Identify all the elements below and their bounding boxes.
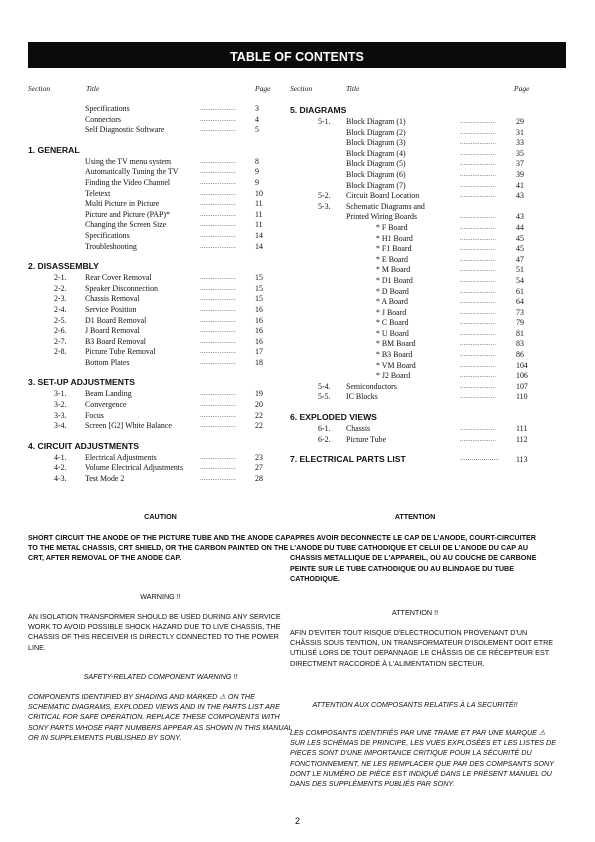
toc-entry (28, 474, 293, 485)
toc-entry (290, 297, 565, 308)
attention-safety-text: LES COMPOSANTS IDENTIFIÉS PAR UNE TRAME ET PAR UNE MARQUE ⚠ SUR LES SCHÉMAS DE PRINCIPE, LES VUES EXPLOSÉES ET LES LISTES DE PIECES SONT D'UNE IMPORTANCE CRITIQUE POUR LA SÉCURITÉ DU FONCTIONNEMENT, NE LES REMPLACER QUE PAR DES COMPSANTS SONY DONT LE NUMÉRO DE PIÈCE EST INDIQUÉ DANS LE PRÉSENT MANUEL OU DANS DES SUPPLÉMENTS PUBLIÉS PAR SONY. (290, 728, 557, 789)
leader-dots: .................... (460, 394, 496, 401)
toc-section-heading (290, 104, 565, 117)
toc-entry (28, 220, 293, 231)
section-number: 3-3. (54, 410, 67, 420)
page-ref: 8 (255, 156, 259, 166)
entry-title: Convergence (85, 400, 127, 410)
attention-text: APRES AVOIR DECONNECTE LE CAP DE L'ANODE, COURT-CIRCUITER L'ANODE DU TUBE CATHODIQUE ET CELUI DE L'ANODE DU CAP AU CHASSIS METALLIQUE DE L'APPAREIL, OU AU COUCHE DE CARBONE PEINTE SUR LE TUBE CATHODIQUE OU AU BLINDAGE DU TUBE CATHODIQUE. (290, 533, 537, 583)
attention2-heading: ATTENTION !! (391, 608, 439, 617)
toc-entry (28, 463, 293, 474)
leader-dots: .................... (460, 288, 496, 295)
section-title: 6. EXPLODED VIEWS (290, 412, 377, 423)
entry-title: * U Board (376, 328, 409, 338)
entry-title: * F Board (376, 222, 408, 232)
toc-entry (28, 125, 293, 136)
page-ref: 47 (516, 254, 524, 264)
section-number: 2-2. (54, 283, 67, 293)
entry-title: * VM Board (376, 360, 416, 370)
leader-dots: .................... (200, 158, 236, 165)
entry-title: Picture and Picture (PAP)* (85, 209, 170, 219)
section-gap (290, 403, 565, 411)
page-ref: 112 (516, 434, 528, 444)
toc-entry (28, 326, 293, 337)
entry-title: * B3 Board (376, 350, 413, 360)
leader-dots: .................... (460, 330, 496, 337)
section-title: 3. SET-UP ADJUSTMENTS (28, 377, 135, 388)
page-ref: 51 (516, 265, 524, 275)
attention2-text: AFIN D'EVITER TOUT RISQUE D'ELECTROCUTION PROVENANT D'UN CHÂSSIS SOUS TENTION, UN TRANSFORMATEUR D'ISOLEMENT DOIT ETRE UTILISÉ LORS DE TOUT DEPANNAGE LE CHÂSSIS DE CE RÉCEPTEUR EST DIRECTMENT RACCORDÉ À L'ALIMENTATION SECTEUR. (290, 628, 554, 668)
page-ref: 3 (255, 104, 259, 113)
page-ref: 11 (255, 199, 263, 209)
leader-dots: .................... (200, 106, 236, 112)
leader-dots: .................... (460, 267, 496, 274)
toc-entry (290, 308, 565, 319)
leader-dots: .................... (460, 373, 496, 380)
entry-title: Block Diagram (1) (346, 117, 406, 126)
section-title: 2. DISASSEMBLY (28, 261, 99, 272)
entry-title: Bottom Plates (85, 357, 130, 367)
section-number: 5-4. (318, 381, 331, 391)
entry-title: B3 Board Removal (85, 336, 146, 346)
section-number: 2-8. (54, 347, 67, 357)
entry-title: * A Board (376, 297, 409, 307)
page-ref: 73 (516, 307, 524, 317)
section-number: 4-3. (54, 474, 67, 484)
entry-title: Speaker Disconnection (85, 283, 158, 293)
leader-dots: .................... (460, 299, 496, 306)
page-ref: 43 (516, 191, 524, 201)
page-ref: 37 (516, 159, 524, 169)
page-ref: 15 (255, 283, 263, 293)
leader-dots: .................... (200, 349, 236, 356)
toc-entry (290, 318, 565, 329)
leader-dots: .................... (200, 211, 236, 218)
page-ref: 29 (516, 117, 524, 126)
entry-title: Block Diagram (7) (346, 180, 406, 190)
toc-entry (290, 202, 565, 213)
entry-title: Finding the Video Channel (85, 177, 171, 187)
page-ref: 104 (516, 360, 528, 370)
leader-dots: .................... (460, 456, 500, 463)
leader-dots: .................... (200, 275, 236, 282)
leader-dots: .................... (200, 243, 236, 250)
leader-dots: .................... (460, 224, 496, 231)
page-ref: 41 (516, 180, 524, 190)
leader-dots: .................... (200, 317, 236, 324)
page-ref: 61 (516, 286, 524, 296)
section-number: 5-2. (318, 191, 331, 201)
entry-title: Block Diagram (6) (346, 169, 406, 179)
leader-dots: .................... (200, 201, 236, 208)
toc-entry (290, 382, 565, 393)
header-section: Section (290, 84, 313, 93)
section-gap (290, 445, 565, 453)
page-ref: 107 (516, 381, 528, 391)
entry-title: Schematic Diagrams and (346, 201, 425, 211)
entry-title: * H1 Board (376, 233, 413, 243)
toc-entry (290, 424, 565, 435)
leader-dots: .................... (200, 222, 236, 229)
toc-section-heading (28, 144, 293, 157)
toc-entry (290, 181, 565, 192)
page-title: TABLE OF CONTENTS (28, 42, 566, 68)
leader-dots: .................... (460, 129, 496, 136)
page-ref: 86 (516, 350, 524, 360)
page-ref: 4 (255, 114, 259, 124)
page-ref: 20 (255, 400, 263, 410)
page-ref: 14 (255, 230, 263, 240)
section-number: 5-3. (318, 201, 331, 211)
leader-dots: .................... (200, 306, 236, 313)
toc-entry (28, 337, 293, 348)
leader-dots: .................... (200, 423, 236, 430)
header-section: Section (28, 84, 51, 93)
leader-dots: .................... (200, 116, 236, 123)
toc-entry (28, 305, 293, 316)
toc-section-heading (28, 260, 293, 273)
caution-heading: CAUTION (144, 512, 177, 521)
toc-entry (28, 115, 293, 126)
section-number: 6-1. (318, 424, 331, 434)
toc-entry (290, 329, 565, 340)
page-ref: 81 (516, 328, 524, 338)
leader-dots: .................... (200, 412, 236, 419)
page-ref: 9 (255, 167, 259, 177)
page-ref: 43 (516, 212, 524, 222)
toc-entry (28, 104, 293, 115)
page-ref: 22 (255, 410, 263, 420)
page-ref: 45 (516, 233, 524, 243)
toc-entry (290, 361, 565, 372)
safety-text: COMPONENTS IDENTIFIED BY SHADING AND MARKED ⚠ ON THE SCHEMATIC DIAGRAMS, EXPLODED VIEWS AND IN THE PARTS LIST ARE CRITICAL FOR SAFE OPERATION. REPLACE THESE COMPONENTS WITH SONY PARTS WHOSE PART NUMBERS APPEAR AS SHOWN IN THIS MANUAL OR IN SUPPLEMENTS PUBLISHED BY SONY. (28, 692, 293, 742)
page-ref: 10 (255, 188, 263, 198)
toc-entry (28, 273, 293, 284)
leader-dots: .................... (460, 256, 496, 263)
toc-entry (290, 117, 565, 128)
leader-dots: .................... (460, 352, 496, 359)
page-ref: 16 (255, 326, 263, 336)
toc-entry (28, 411, 293, 422)
page-number: 2 (294, 816, 300, 826)
page-ref: 27 (255, 463, 263, 473)
toc-entry (290, 350, 565, 361)
page-ref: 45 (516, 244, 524, 254)
section-title: 5. DIAGRAMS (290, 105, 347, 115)
entry-title: * C Board (376, 318, 409, 328)
entry-title: Specifications (85, 104, 130, 113)
toc-entry (28, 400, 293, 411)
section-number: 2-5. (54, 315, 67, 325)
entry-title: Block Diagram (3) (346, 138, 406, 148)
entry-title: Volume Electrical Adjustments (85, 463, 184, 473)
page-ref: 35 (516, 148, 524, 158)
page-ref: 44 (516, 222, 524, 232)
page-ref: 31 (516, 127, 524, 137)
leader-dots: .................... (460, 140, 496, 147)
toc-entry (28, 389, 293, 400)
page-ref: 39 (516, 169, 524, 179)
page-ref: 9 (255, 177, 259, 187)
leader-dots: .................... (200, 179, 236, 186)
leader-dots: .................... (200, 359, 236, 366)
leader-dots: .................... (460, 119, 496, 125)
entry-title: Service Position (85, 304, 137, 314)
entry-title: Chassis Removal (85, 294, 140, 304)
leader-dots: .................... (460, 182, 496, 189)
toc-entry (28, 178, 293, 189)
entry-title: Block Diagram (4) (346, 148, 406, 158)
leader-dots: .................... (200, 402, 236, 409)
safety-heading: SAFETY-RELATED COMPONENT WARNING !! (83, 672, 238, 681)
page-ref: 15 (255, 273, 263, 283)
page-ref: 83 (516, 339, 524, 349)
toc-entry (28, 157, 293, 168)
entry-title: IC Blocks (346, 392, 378, 402)
section-number: 5-5. (318, 392, 331, 402)
toc-entry (28, 294, 293, 305)
section-number: 2-3. (54, 294, 67, 304)
entry-title: Circuit Board Location (346, 191, 420, 201)
page-ref: 106 (516, 371, 528, 381)
toc-entry (290, 255, 565, 266)
section-gap (28, 136, 293, 144)
leader-dots: .................... (200, 169, 236, 176)
toc-section-heading (290, 411, 565, 424)
toc-entry (290, 159, 565, 170)
entry-title: * BM Board (376, 339, 416, 349)
page-ref: 28 (255, 474, 263, 484)
toc-entry (290, 191, 565, 202)
toc-entry (290, 170, 565, 181)
entry-title: * J Board (376, 307, 407, 317)
leader-dots: .................... (460, 161, 496, 168)
section-number: 3-4. (54, 421, 67, 431)
section-number: 3-1. (54, 389, 67, 399)
entry-title: Self Diagnostic Software (85, 125, 165, 135)
entry-title: Block Diagram (5) (346, 159, 406, 169)
section-title: 1. GENERAL (28, 144, 80, 155)
toc-entry (290, 435, 565, 446)
leader-dots: .................... (200, 328, 236, 335)
toc-entry (28, 210, 293, 221)
toc-entry (290, 392, 565, 403)
leader-dots: .................... (460, 309, 496, 316)
leader-dots: .................... (460, 277, 496, 284)
toc-entry (28, 316, 293, 327)
page-ref: 22 (255, 421, 263, 431)
leader-dots: .................... (460, 362, 496, 369)
leader-dots: .................... (460, 383, 496, 390)
entry-title: * E Board (376, 254, 408, 264)
attention-heading: ATTENTION (394, 512, 436, 521)
entry-title: * M Board (376, 265, 411, 275)
toc-entry (28, 199, 293, 210)
section-number: 5-1. (318, 117, 331, 126)
entry-title: Rear Cover Removal (85, 273, 152, 283)
page-ref: 17 (255, 347, 263, 357)
leader-dots: .................... (200, 296, 236, 303)
toc-entry (290, 265, 565, 276)
entry-title: * D1 Board (376, 275, 413, 285)
toc-right-column (290, 104, 565, 466)
page-ref: 64 (516, 297, 524, 307)
toc-entry (290, 128, 565, 139)
page-ref: 16 (255, 336, 263, 346)
entry-title: Electrical Adjustments (85, 452, 157, 462)
header-title: Title (86, 84, 100, 93)
page-ref: 11 (255, 209, 263, 219)
section-gap (28, 368, 293, 376)
entry-title: Semiconductors (346, 381, 397, 391)
header-page: Page (514, 84, 530, 93)
section-title: 7. ELECTRICAL PARTS LIST (290, 454, 406, 465)
toc-entry (290, 234, 565, 245)
caution-text: SHORT CIRCUIT THE ANODE OF THE PICTURE TUBE AND THE ANODE CAP TO THE METAL CHASSIS, CRT SHIELD, OR THE CARBON PAINTED ON THE CRT, AFTER REMOVAL OF THE ANODE CAP. (28, 533, 291, 563)
leader-dots: .................... (200, 465, 236, 472)
section-number: 2-4. (54, 304, 67, 314)
page-ref: 54 (516, 275, 524, 285)
entry-title: J Board Removal (85, 326, 140, 336)
toc-entry (28, 231, 293, 242)
entry-title: Automatically Tuning the TV (85, 167, 179, 177)
section-number: 3-2. (54, 400, 67, 410)
toc-entry (28, 358, 293, 369)
toc-section-heading (28, 440, 293, 453)
leader-dots: .................... (460, 341, 496, 348)
entry-title: Using the TV menu system (85, 156, 172, 166)
entry-title: Multi Picture in Picture (85, 199, 160, 209)
leader-dots: .................... (460, 436, 496, 443)
entry-title: Changing the Screen Size (85, 220, 167, 230)
page-ref: 111 (516, 424, 528, 434)
leader-dots: .................... (200, 127, 236, 134)
toc-entry (28, 284, 293, 295)
toc-entry (28, 167, 293, 178)
leader-dots: .................... (460, 426, 496, 433)
leader-dots: .................... (460, 235, 496, 242)
entry-title: Screen [G2] White Balance (85, 421, 172, 431)
leader-dots: .................... (200, 285, 236, 292)
leader-dots: .................... (200, 454, 236, 461)
page-ref: 79 (516, 318, 524, 328)
warning-text: AN ISOLATION TRANSFORMER SHOULD BE USED DURING ANY SERVICE WORK TO AVOID POSSIBLE SHOCK HAZARD DUE TO LIVE CHASSIS, THE CHASSIS OF THIS RECEIVER IS DIRECTLY CONNECTED TO THE POWER LINE. (28, 612, 281, 652)
toc-section-heading (290, 453, 565, 466)
page-ref: 113 (516, 455, 528, 465)
section-title: 4. CIRCUIT ADJUSTMENTS (28, 440, 139, 451)
leader-dots: .................... (460, 246, 496, 253)
toc-entry (290, 244, 565, 255)
toc-entry (290, 371, 565, 382)
attention-safety-heading: ATTENTION AUX COMPOSANTS RELATIFS À LA SECURITÉ!! (312, 700, 518, 709)
toc-entry (290, 287, 565, 298)
leader-dots: .................... (460, 320, 496, 327)
section-number: 6-2. (318, 434, 331, 444)
section-number: 4-2. (54, 463, 67, 473)
toc-entry (290, 339, 565, 350)
entry-title: Focus (85, 410, 104, 420)
entry-title: * J2 Board (376, 371, 411, 381)
entry-title: Chassis (346, 424, 371, 434)
toc-entry (28, 453, 293, 464)
page-ref: 14 (255, 241, 263, 251)
entry-title: Beam Landing (85, 389, 132, 399)
toc-entry (28, 347, 293, 358)
page-ref: 23 (255, 452, 263, 462)
header-title: Title (346, 84, 360, 93)
toc-entry (290, 223, 565, 234)
toc-entry (290, 138, 565, 149)
toc-entry (290, 212, 565, 223)
toc-entry (290, 276, 565, 287)
toc-left-column (28, 104, 293, 485)
leader-dots: .................... (200, 338, 236, 345)
toc-entry (28, 189, 293, 200)
leader-dots: .................... (200, 190, 236, 197)
entry-title: * D Board (376, 286, 409, 296)
entry-title: Picture Tube Removal (85, 347, 156, 357)
section-gap (28, 252, 293, 260)
entry-title: Printed Wiring Boards (346, 212, 417, 222)
page-ref: 16 (255, 315, 263, 325)
toc-entry (290, 149, 565, 160)
page-ref: 110 (516, 392, 528, 402)
toc-entry (28, 421, 293, 432)
entry-title: Picture Tube (346, 434, 387, 444)
entry-title: D1 Board Removal (85, 315, 147, 325)
page-ref: 19 (255, 389, 263, 399)
entry-title: Block Diagram (2) (346, 127, 406, 137)
entry-title: Test Mode 2 (85, 474, 125, 484)
leader-dots: .................... (460, 193, 496, 200)
entry-title: Teletext (85, 188, 111, 198)
page-ref: 5 (255, 125, 259, 135)
entry-title: Specifications (85, 230, 130, 240)
section-number: 2-6. (54, 326, 67, 336)
leader-dots: .................... (200, 476, 236, 483)
entry-title: Troubleshooting (85, 241, 137, 251)
page-ref: 16 (255, 304, 263, 314)
page-ref: 33 (516, 138, 524, 148)
toc-entry (28, 242, 293, 253)
leader-dots: .................... (460, 214, 496, 221)
entry-title: Connectors (85, 114, 121, 124)
header-page: Page (255, 84, 271, 93)
page-ref: 18 (255, 357, 263, 367)
section-number: 2-7. (54, 336, 67, 346)
entry-title: * F1 Board (376, 244, 412, 254)
page-ref: 11 (255, 220, 263, 230)
section-number: 2-1. (54, 273, 67, 283)
toc-section-heading (28, 376, 293, 389)
section-number: 4-1. (54, 452, 67, 462)
section-gap (28, 432, 293, 440)
page-ref: 15 (255, 294, 263, 304)
leader-dots: .................... (460, 150, 496, 157)
leader-dots: .................... (460, 171, 496, 178)
leader-dots: .................... (200, 391, 236, 398)
warning-heading: WARNING !! (140, 592, 181, 601)
leader-dots: .................... (200, 232, 236, 239)
